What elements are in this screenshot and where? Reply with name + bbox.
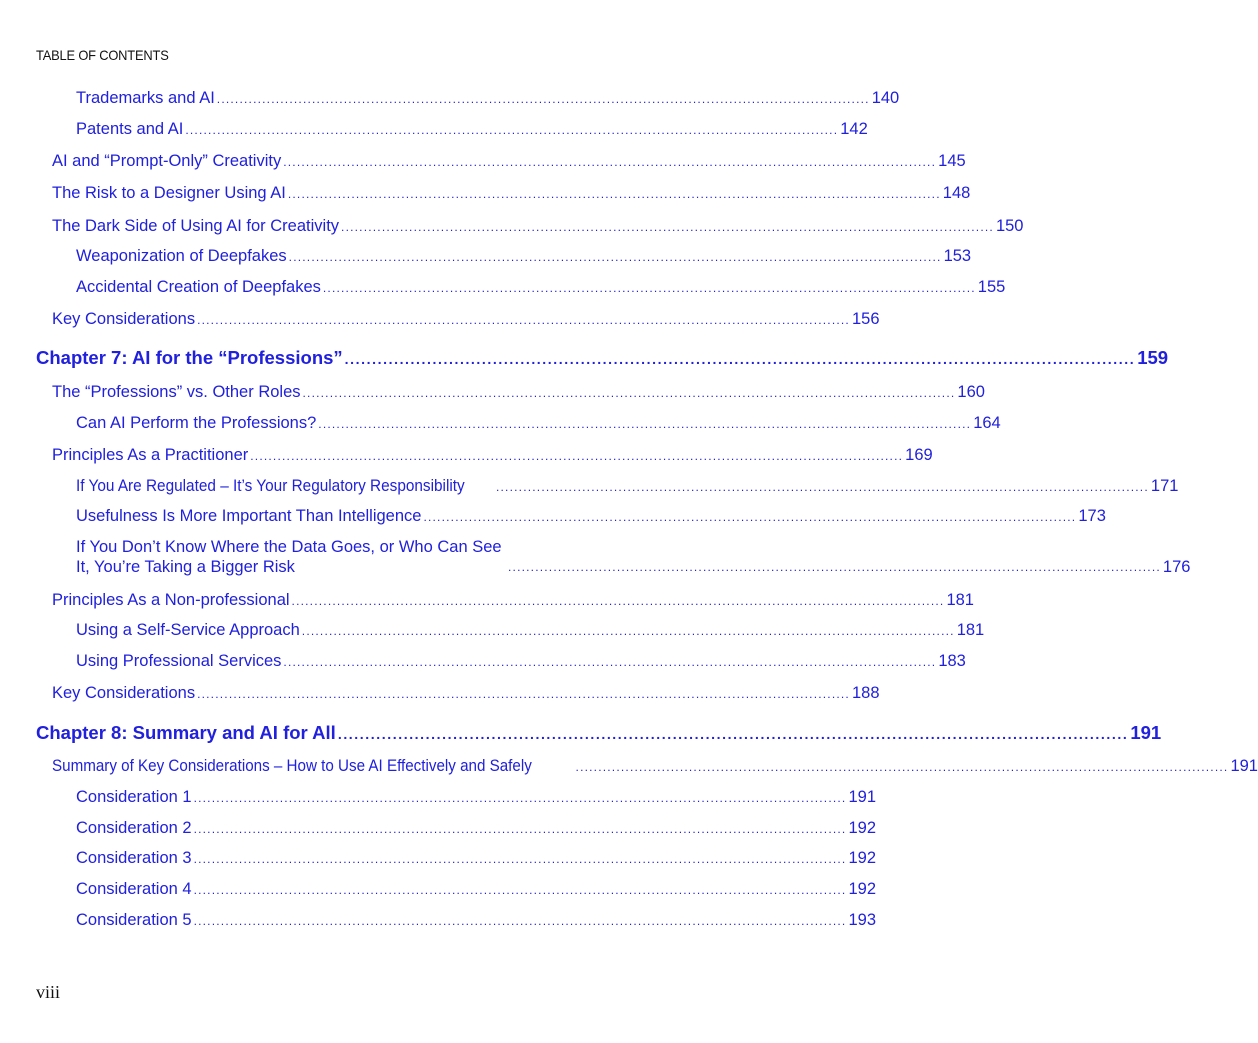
toc-chapter-page: 191 bbox=[1130, 722, 1162, 743]
toc-entry-page: 192 bbox=[848, 849, 877, 867]
dot-leader: ................................................................................................................................................ bbox=[341, 220, 994, 234]
toc-entry-page: 148 bbox=[942, 184, 971, 202]
dot-leader: ................................................................................................................................................ bbox=[197, 313, 850, 327]
toc-entry-page: 155 bbox=[977, 278, 1006, 296]
toc-entry-title: Consideration 2 bbox=[76, 819, 192, 837]
toc-entry-page: 192 bbox=[848, 880, 877, 898]
toc-entry-page: 183 bbox=[938, 652, 966, 670]
toc-chapter-title: Chapter 8: Summary and AI for All bbox=[36, 722, 336, 743]
toc-entry[interactable] bbox=[76, 537, 1191, 577]
toc-entry-title: Weaponization of Deepfakes bbox=[76, 247, 287, 265]
dot-leader: ................................................................................................................................................ bbox=[197, 687, 850, 701]
toc-entry-page: 140 bbox=[871, 89, 900, 107]
toc-entry[interactable] bbox=[52, 151, 966, 172]
dot-leader: ................................................................................................................................................ bbox=[193, 822, 847, 836]
dot-leader: ................................................................................................................................................ bbox=[301, 624, 955, 638]
toc-entry[interactable] bbox=[76, 476, 1179, 497]
toc-entry-title: Patents and AI bbox=[76, 120, 184, 138]
toc-entry-page: 181 bbox=[956, 621, 985, 639]
dot-leader: ................................................................................................................................................ bbox=[322, 281, 976, 295]
toc-entry-title: Consideration 3 bbox=[76, 849, 192, 867]
toc-entry[interactable] bbox=[76, 88, 900, 109]
toc-chapter-title: Chapter 7: AI for the “Professions” bbox=[36, 347, 343, 368]
toc-entry[interactable] bbox=[52, 445, 933, 466]
dot-leader: ................................................................................................................................................ bbox=[193, 852, 847, 866]
toc-entry-page: 169 bbox=[905, 446, 933, 464]
toc-entry-title: AI and “Prompt-Only” Creativity bbox=[52, 152, 282, 170]
dot-leader: ................................................................................................................................................ bbox=[337, 726, 1129, 742]
dot-leader: ................................................................................................................................................ bbox=[291, 594, 945, 608]
toc-entry-page: 142 bbox=[840, 120, 868, 138]
toc-entry-page: 191 bbox=[1230, 757, 1258, 775]
dot-leader: ................................................................................................................................................ bbox=[508, 560, 1161, 574]
dot-leader: ................................................................................................................................................ bbox=[193, 883, 847, 897]
toc-entry-title: Using a Self-Service Approach bbox=[76, 621, 300, 639]
toc-entry-title: The “Professions” vs. Other Roles bbox=[52, 383, 301, 401]
dot-leader: ................................................................................................................................................ bbox=[423, 510, 1077, 524]
toc-entry-title: Principles As a Non-professional bbox=[52, 591, 290, 609]
dot-leader: ................................................................................................................................................ bbox=[185, 123, 839, 137]
toc-entry-title: If You Are Regulated – It’s Your Regulatory Responsibility bbox=[76, 477, 465, 495]
toc-entry-page: 192 bbox=[848, 819, 877, 837]
toc-entry[interactable] bbox=[52, 756, 1258, 777]
toc-entry[interactable] bbox=[52, 590, 974, 611]
dot-leader: ................................................................................................................................................ bbox=[250, 449, 904, 463]
toc-entry-page: 156 bbox=[851, 310, 880, 328]
toc-entry[interactable] bbox=[76, 787, 877, 808]
toc-entry-title: Consideration 4 bbox=[76, 880, 192, 898]
toc-entry-title: The Risk to a Designer Using AI bbox=[52, 184, 286, 202]
toc-entry-page: 160 bbox=[957, 383, 985, 401]
toc-entry-title: Principles As a Practitioner bbox=[52, 446, 249, 464]
toc-entry-page: 150 bbox=[995, 217, 1024, 235]
dot-leader: ................................................................................................................................................ bbox=[288, 250, 942, 264]
toc-entry-page: 171 bbox=[1150, 477, 1179, 495]
dot-leader: ................................................................................................................................................ bbox=[193, 791, 847, 805]
dot-leader: ................................................................................................................................................ bbox=[302, 386, 956, 400]
toc-entry[interactable] bbox=[76, 413, 1001, 434]
toc-entry-title: Consideration 1 bbox=[76, 788, 192, 806]
toc-entry[interactable] bbox=[52, 683, 880, 704]
toc-entry-page: 181 bbox=[946, 591, 974, 609]
toc-entry[interactable] bbox=[76, 277, 1006, 298]
dot-leader: ................................................................................................................................................ bbox=[283, 655, 937, 669]
toc-entry-title: Trademarks and AI bbox=[76, 89, 215, 107]
toc-entry[interactable] bbox=[52, 216, 1024, 237]
toc-chapter-page: 159 bbox=[1137, 347, 1169, 368]
running-head: TABLE OF CONTENTS bbox=[36, 47, 169, 63]
toc-entry-page: 173 bbox=[1078, 507, 1106, 525]
toc-chapter-entry[interactable] bbox=[36, 722, 1162, 745]
toc-entry-page: 188 bbox=[851, 684, 880, 702]
toc-entry[interactable] bbox=[52, 309, 880, 330]
dot-leader: ................................................................................................................................................ bbox=[287, 187, 941, 201]
toc-entry[interactable] bbox=[76, 246, 972, 267]
toc-entry-title: The Dark Side of Using AI for Creativity bbox=[52, 217, 340, 235]
toc-entry[interactable] bbox=[52, 382, 985, 403]
toc-chapter-entry[interactable] bbox=[36, 347, 1169, 370]
dot-leader: ................................................................................................................................................ bbox=[318, 417, 972, 431]
toc-entry-page: 176 bbox=[1162, 558, 1191, 576]
dot-leader: ................................................................................................................................................ bbox=[344, 351, 1136, 367]
dot-leader: ................................................................................................................................................ bbox=[193, 914, 847, 928]
toc-entry[interactable] bbox=[76, 651, 966, 672]
toc-entry-title: Accidental Creation of Deepfakes bbox=[76, 278, 321, 296]
toc-entry-page: 164 bbox=[973, 414, 1001, 432]
dot-leader: ................................................................................................................................................ bbox=[575, 760, 1229, 774]
toc-entry[interactable] bbox=[76, 818, 877, 839]
toc-entry-title: Consideration 5 bbox=[76, 911, 192, 929]
toc-entry-page: 153 bbox=[943, 247, 972, 265]
toc-entry-page: 145 bbox=[938, 152, 966, 170]
toc-entry[interactable] bbox=[52, 183, 971, 204]
dot-leader: ................................................................................................................................................ bbox=[283, 155, 937, 169]
toc-entry-page: 191 bbox=[848, 788, 877, 806]
toc-entry-page: 193 bbox=[848, 911, 877, 929]
toc-entry-title: Key Considerations bbox=[52, 310, 196, 328]
toc-entry[interactable] bbox=[76, 879, 877, 900]
toc-entry-title: Key Considerations bbox=[52, 684, 196, 702]
toc-entry-title: Usefulness Is More Important Than Intelligence bbox=[76, 507, 422, 525]
toc-entry[interactable] bbox=[76, 910, 877, 931]
toc-entry[interactable] bbox=[76, 620, 985, 641]
toc-entry[interactable] bbox=[76, 848, 877, 869]
toc-entry-title: Using Professional Services bbox=[76, 652, 282, 670]
dot-leader: ................................................................................................................................................ bbox=[495, 480, 1149, 494]
dot-leader: ................................................................................................................................................ bbox=[216, 92, 870, 106]
toc-entry[interactable] bbox=[76, 506, 1106, 527]
toc-entry-title: Can AI Perform the Professions? bbox=[76, 414, 317, 432]
toc-entry[interactable] bbox=[76, 119, 868, 140]
toc-entry-title: If You Don’t Know Where the Data Goes, or Who Can See It, You’re Taking a Bigger Risk bbox=[76, 538, 502, 576]
toc-entry-title: Summary of Key Considerations – How to Use AI Effectively and Safely bbox=[52, 757, 532, 775]
page-number: viii bbox=[36, 982, 61, 1002]
